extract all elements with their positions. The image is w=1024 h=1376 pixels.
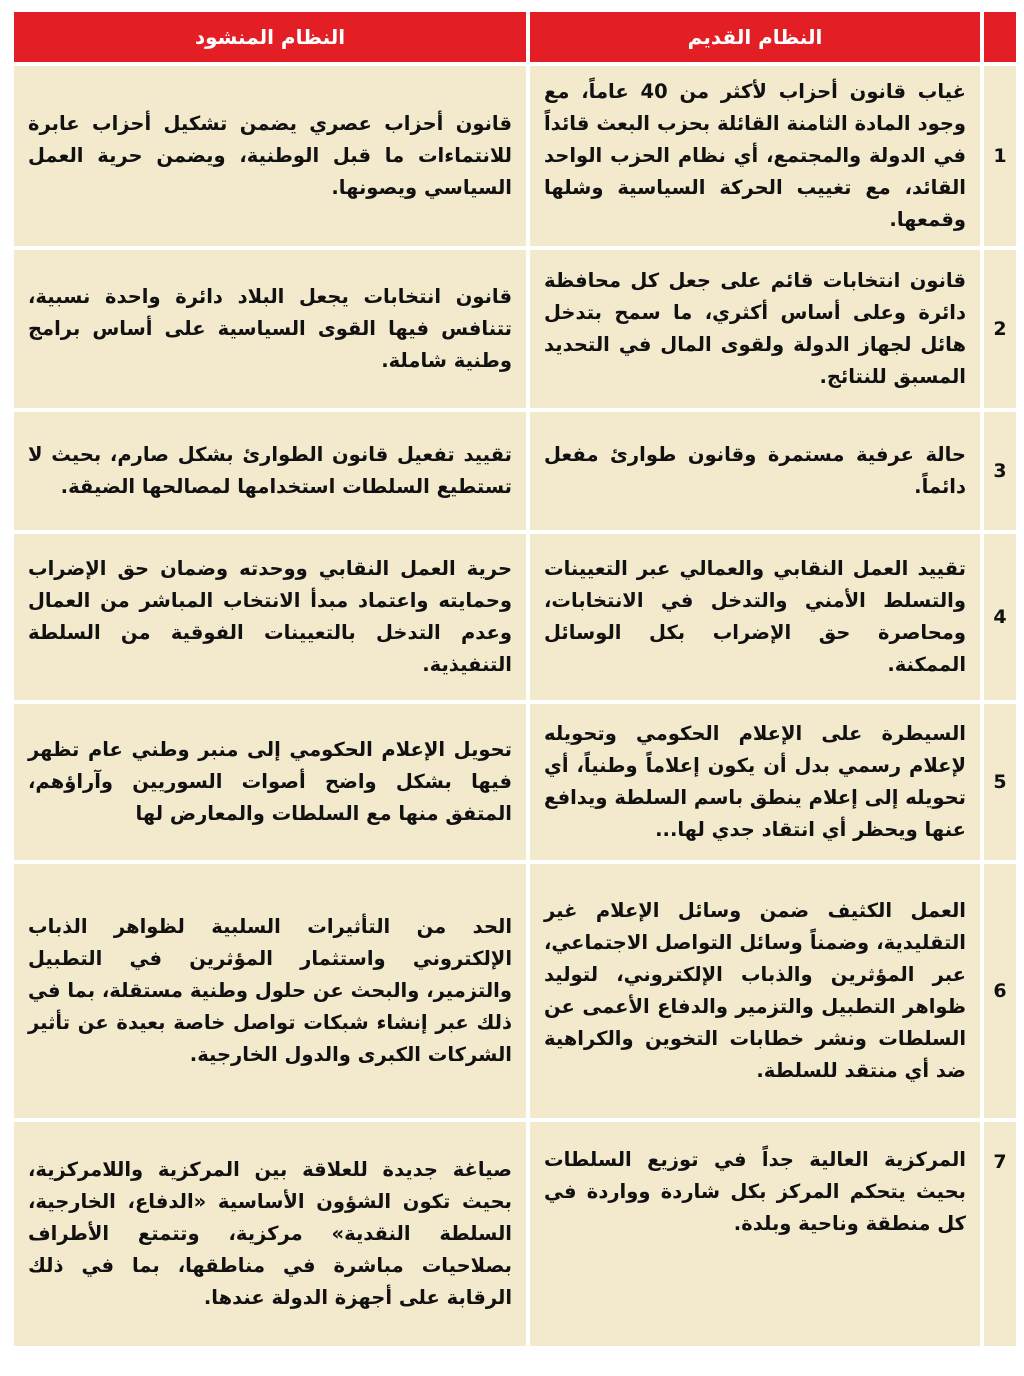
old-system-cell: قانون انتخابات قائم على جعل كل محافظة دائرة وعلى أساس أكثري، ما سمح بتدخل هائل لجهاز الدولة ولقوى المال في التحديد المسبق للنتائج. — [530, 250, 980, 408]
desired-system-cell: قانون انتخابات يجعل البلاد دائرة واحدة نسبية، تتنافس فيها القوى السياسية على أساس برامج وطنية شاملة. — [14, 250, 526, 408]
desired-system-cell: الحد من التأثيرات السلبية لظواهر الذباب الإلكتروني واستثمار المؤثرين في التطبيل والتزمير، والبحث عن حلول وطنية مستقلة، بما في ذلك عبر إنشاء شبكات تواصل خاصة بعيدة عن تأثير الشركات الكبرى والدول الخارجية. — [14, 864, 526, 1118]
old-system-cell: المركزية العالية جداً في توزيع السلطات بحيث يتحكم المركز بكل شاردة وواردة في كل منطقة وناحية وبلدة. — [530, 1122, 980, 1346]
row-number: 5 — [984, 704, 1016, 860]
header-number — [984, 12, 1016, 62]
header-old-system: النظام القديم — [530, 12, 980, 62]
row-number: 1 — [984, 66, 1016, 246]
old-system-cell: العمل الكثيف ضمن وسائل الإعلام غير التقليدية، وضمناً وسائل التواصل الاجتماعي، عبر المؤثرين والذباب الإلكتروني، لتوليد ظواهر التطبيل والتزمير والدفاع الأعمى عن السلطات ونشر خطابات التخوين والكراهية ضد أي منتقد للسلطة. — [530, 864, 980, 1118]
table-row — [14, 704, 1016, 860]
header-row — [14, 12, 1016, 62]
desired-system-cell: قانون أحزاب عصري يضمن تشكيل أحزاب عابرة للانتماءات ما قبل الوطنية، ويضمن حرية العمل السياسي ويصونها. — [14, 66, 526, 246]
row-number: 2 — [984, 250, 1016, 408]
table-row — [14, 1122, 1016, 1346]
table-row — [14, 412, 1016, 530]
desired-system-cell: صياغة جديدة للعلاقة بين المركزية واللامركزية، بحيث تكون الشؤون الأساسية «الدفاع، الخارجية، السلطة النقدية» مركزية، وتتمتع الأطراف بصلاحيات مباشرة في مناطقها، بما في ذلك الرقابة على أجهزة الدولة عندها. — [14, 1122, 526, 1346]
header-desired-system: النظام المنشود — [14, 12, 526, 62]
old-system-cell: حالة عرفية مستمرة وقانون طوارئ مفعل دائماً. — [530, 412, 980, 530]
comparison-table — [10, 8, 1020, 1350]
desired-system-cell: تحويل الإعلام الحكومي إلى منبر وطني عام تظهر فيها بشكل واضح أصوات السوريين وآراؤهم، المتفق منها مع السلطات والمعارض لها — [14, 704, 526, 860]
desired-system-cell: حرية العمل النقابي ووحدته وضمان حق الإضراب وحمايته واعتماد مبدأ الانتخاب المباشر من العمال وعدم التدخل بالتعيينات الفوقية من السلطة التنفيذية. — [14, 534, 526, 700]
old-system-cell: تقييد العمل النقابي والعمالي عبر التعيينات والتسلط الأمني والتدخل في الانتخابات، ومحاصرة حق الإضراب بكل الوسائل الممكنة. — [530, 534, 980, 700]
comparison-table-wrapper — [10, 8, 1016, 1350]
row-number: 4 — [984, 534, 1016, 700]
old-system-cell: غياب قانون أحزاب لأكثر من 40 عاماً، مع وجود المادة الثامنة القائلة بحزب البعث قائداً في الدولة والمجتمع، أي نظام الحزب الواحد القائد، مع تغييب الحركة السياسية وشلها وقمعها. — [530, 66, 980, 246]
table-row — [14, 534, 1016, 700]
table-row — [14, 250, 1016, 408]
table-row — [14, 864, 1016, 1118]
old-system-cell: السيطرة على الإعلام الحكومي وتحويله لإعلام رسمي بدل أن يكون إعلاماً وطنياً، أي تحويله إلى إعلام ينطق باسم السلطة ويدافع عنها ويحظر أي انتقاد جدي لها... — [530, 704, 980, 860]
table-row — [14, 66, 1016, 246]
row-number: 7 — [984, 1122, 1016, 1346]
row-number: 3 — [984, 412, 1016, 530]
desired-system-cell: تقييد تفعيل قانون الطوارئ بشكل صارم، بحيث لا تستطيع السلطات استخدامها لمصالحها الضيقة. — [14, 412, 526, 530]
row-number: 6 — [984, 864, 1016, 1118]
